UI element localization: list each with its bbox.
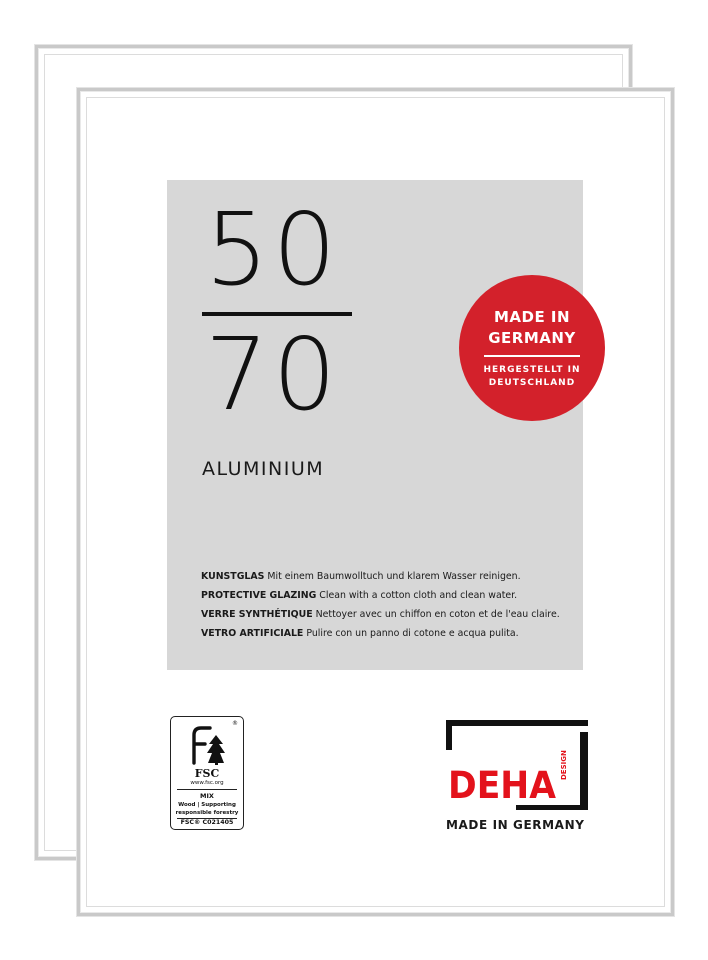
made-in-germany-badge xyxy=(459,275,605,421)
care-line-en xyxy=(201,590,571,609)
badge-sub-line-2: DEUTSCHLAND xyxy=(488,378,576,388)
badge-line-1: MADE IN xyxy=(493,308,571,326)
fsc-divider xyxy=(177,789,237,790)
care-text: Pulire con un panno di cotone e acqua pulita. xyxy=(306,628,519,639)
badge-divider xyxy=(484,355,580,357)
care-line-de xyxy=(201,571,571,590)
care-line-it xyxy=(201,628,571,647)
deha-logo xyxy=(446,720,588,812)
care-text: Nettoyer avec un chiffon en coton et de l'eau claire. xyxy=(315,609,560,620)
care-instructions xyxy=(201,571,571,647)
brand-tagline: MADE IN GERMANY xyxy=(446,818,585,832)
badge-sub-line-1: HERGESTELLT IN xyxy=(483,365,581,375)
fsc-mix: MIX xyxy=(200,792,214,800)
fsc-tree-icon xyxy=(188,723,228,767)
fsc-registered-mark: ® xyxy=(232,720,238,727)
care-text: Mit einem Baumwolltuch und klarem Wasser reinigen. xyxy=(267,571,521,582)
size-width: 50 xyxy=(205,191,341,308)
fsc-description-line-1: Wood | Supporting xyxy=(178,802,236,808)
care-label: PROTECTIVE GLAZING xyxy=(201,590,317,601)
care-text: Clean with a cotton cloth and clean water. xyxy=(319,590,518,601)
material-label: ALUMINIUM xyxy=(202,458,325,480)
fsc-url: www.fsc.org xyxy=(190,780,224,786)
fsc-description-line-2: responsible forestry xyxy=(175,810,239,816)
fsc-license-code: FSC® C021405 xyxy=(180,819,234,826)
fsc-name: FSC xyxy=(194,767,220,780)
care-label: VERRE SYNTHÉTIQUE xyxy=(201,609,313,620)
deha-logo-design-text: DESIGN xyxy=(560,750,568,780)
size-height: 70 xyxy=(205,316,341,433)
care-line-fr xyxy=(201,609,571,628)
care-label: KUNSTGLAS xyxy=(201,571,265,582)
fsc-certification-label xyxy=(170,716,244,830)
care-label: VETRO ARTIFICIALE xyxy=(201,628,304,639)
badge-line-2: GERMANY xyxy=(488,329,576,347)
deha-logo-wordmark: DEHA xyxy=(448,764,557,807)
